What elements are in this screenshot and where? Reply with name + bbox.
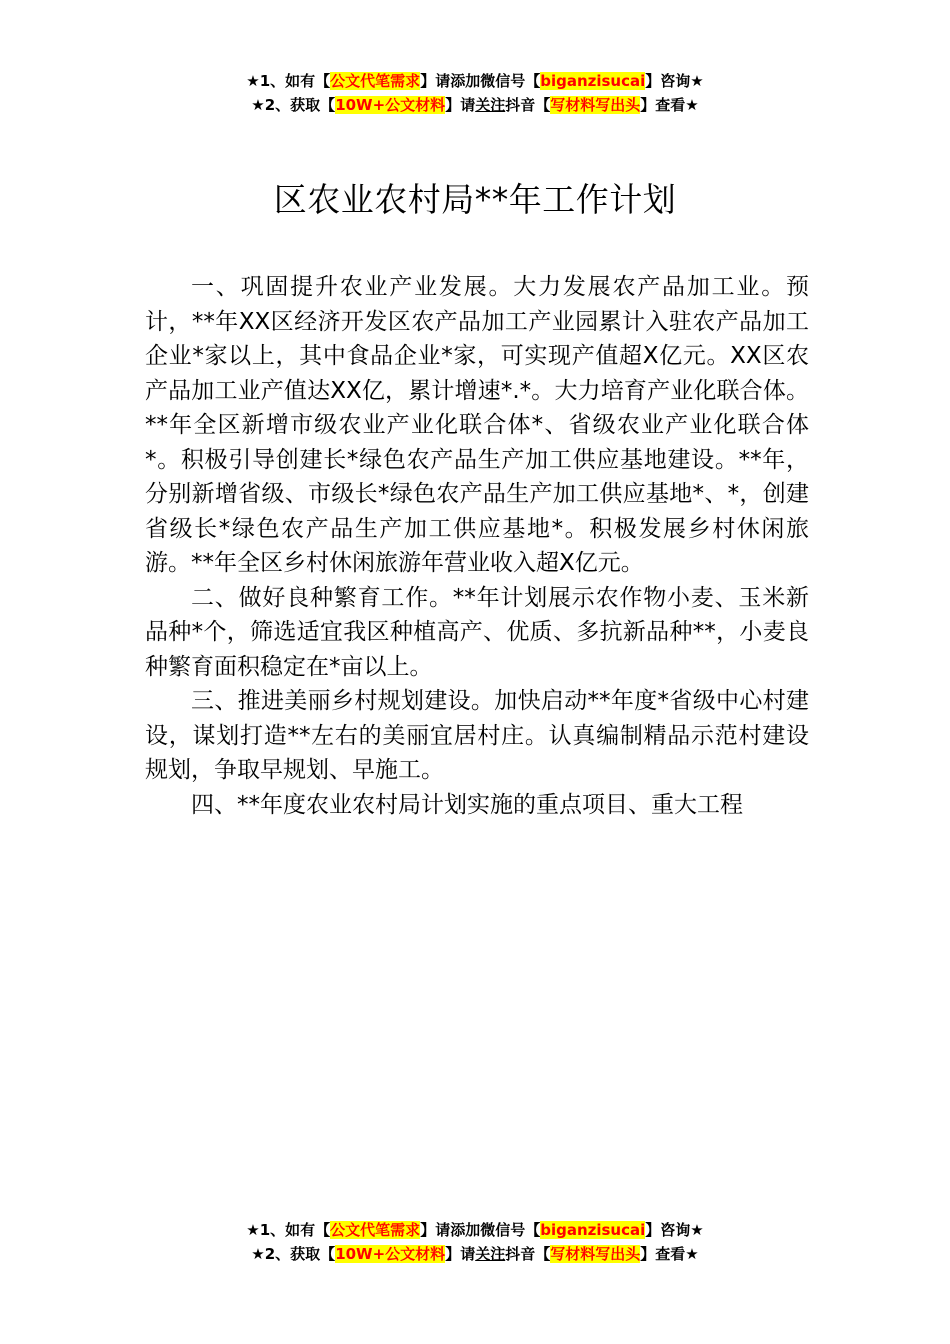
header-banner [0, 69, 950, 117]
banner-text: 】请 [445, 1245, 476, 1263]
paragraph-3: 三、推进美丽乡村规划建设。加快启动**年度*省级中心村建设，谋划打造**左右的美丽宜居村庄。认真编制精品示范村建设规划，争取早规划、早施工。 [145, 688, 809, 783]
banner-text: ★1、如有【 [246, 1221, 331, 1239]
document-title: 区农业农村局**年工作计划 [273, 180, 677, 219]
wechat-id-highlight: biganzisucai [540, 1221, 646, 1239]
highlighted-text: 公文代笔需求 [330, 72, 421, 90]
banner-text: 】请添加微信号【 [420, 1221, 541, 1239]
highlighted-text: 10W+公文材料 [335, 1245, 446, 1263]
underlined-text: 关注 [475, 1245, 506, 1263]
banner-text: 抖音【 [505, 96, 551, 114]
paragraph-1: 一、巩固提升农业产业发展。大力发展农产品加工业。预计，**年XX区经济开发区农产品加工产业园累计入驻农产品加工企业*家以上，其中食品企业*家，可实现产值超X亿元。XX区农产品加工业产值达XX亿，累计增速*.*。大力培育产业化联合体。**年全区新增市级农业产业化联合体*、省级农业产业化联合体*。积极引导创建长*绿色农产品生产加工供应基地建设。**年，分别新增省级、市级长*绿色农产品生产加工供应基地*、*，创建省级长*绿色农产品生产加工供应基地*。积极发展乡村休闲旅游。**年全区乡村休闲旅游年营业收入超X亿元。 [145, 274, 809, 576]
underlined-text: 关注 [475, 96, 506, 114]
banner-text: 】查看★ [640, 1245, 699, 1263]
banner-text: 抖音【 [505, 1245, 551, 1263]
banner-line-2 [0, 93, 950, 117]
document-body [145, 270, 809, 822]
banner-text: 】请 [445, 96, 476, 114]
banner-text: 】查看★ [640, 96, 699, 114]
footer-banner [0, 1218, 950, 1266]
banner-line-2 [0, 1242, 950, 1266]
banner-text: ★2、获取【 [251, 96, 336, 114]
banner-line-1 [0, 69, 950, 93]
highlighted-text: 公文代笔需求 [330, 1221, 421, 1239]
banner-line-1 [0, 1218, 950, 1242]
douyin-account-highlight: 写材料写出头 [550, 1245, 641, 1263]
wechat-id-highlight: biganzisucai [540, 72, 646, 90]
paragraph-2: 二、做好良种繁育工作。**年计划展示农作物小麦、玉米新品种*个，筛选适宜我区种植高产、优质、多抗新品种**，小麦良种繁育面积稳定在*亩以上。 [145, 584, 809, 680]
highlighted-text: 10W+公文材料 [335, 96, 446, 114]
banner-text: 】咨询★ [645, 1221, 704, 1239]
banner-text: ★1、如有【 [246, 72, 331, 90]
banner-text: 】咨询★ [645, 72, 704, 90]
paragraph-4: 四、**年度农业农村局计划实施的重点项目、重大工程 [191, 791, 743, 818]
banner-text: 】请添加微信号【 [420, 72, 541, 90]
banner-text: ★2、获取【 [251, 1245, 336, 1263]
douyin-account-highlight: 写材料写出头 [550, 96, 641, 114]
